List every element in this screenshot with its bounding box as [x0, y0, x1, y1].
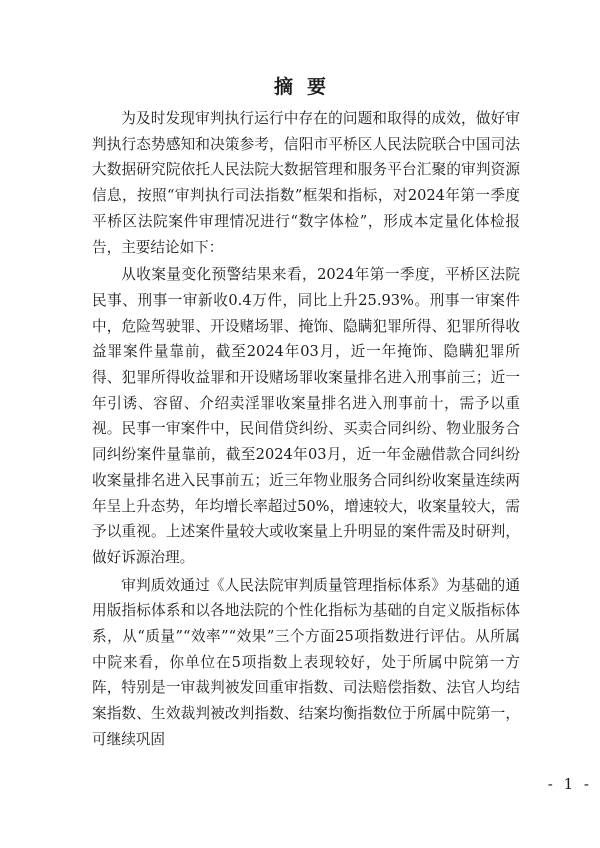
page-number: - 1 -: [547, 775, 592, 793]
document-body: [92, 106, 520, 755]
paragraph-quality-efficiency: 审判质效通过《人民法院审判质量管理指标体系》为基础的通用版指标体系和以各地法院的个性化指标为基础的自定义版指标体系，从“质量”“效率”“效果”三个方面25项指数进行评估。从所属中院来看，你单位在5项指数上表现较好，处于所属中院第一方阵，特别是一审裁判被发回重审指数、司法赔偿指数、法官人均结案指数、生效裁判被改判指数、结案均衡指数位于所属中院第一，可继续巩固: [92, 576, 520, 748]
paragraph-case-volume: 从收案量变化预警结果来看，2024年第一季度，平桥区法院民事、刑事一审新收0.4万件，同比上升25.93%。刑事一审案件中，危险驾驶罪、开设赌场罪、掩饰、隐瞒犯罪所得、犯罪所得收益罪案件量靠前，截至2024年03月，近一年掩饰、隐瞒犯罪所得、犯罪所得收益罪和开设赌场罪收案量排名进入刑事前三；近一年引诱、容留、介绍卖淫罪收案量排名进入刑事前十，需予以重视。民事一审案件中，民间借贷纠纷、买卖合同纠纷、物业服务合同纠纷案件量靠前，截至2024年03月，近一年金融借款合同纠纷收案量排名进入民事前五；近三年物业服务合同纠纷收案量连续两年呈上升态势，年均增长率超过50%，增速较大，收案量较大，需予以重视。上述案件量较大或收案量上升明显的案件需及时研判，做好诉源治理。: [92, 266, 520, 566]
paragraph-intro: 为及时发现审判执行运行中存在的问题和取得的成效，做好审判执行态势感知和决策参考，信阳市平桥区人民法院联合中国司法大数据研究院依托人民法院大数据管理和服务平台汇聚的审判资源信息，按照“审判执行司法指数”框架和指标，对2024年第一季度平桥区法院案件审理情况进行“数字体检”，形成本定量化体检报告，主要结论如下：: [92, 110, 520, 256]
document-title: 摘要: [273, 76, 340, 98]
